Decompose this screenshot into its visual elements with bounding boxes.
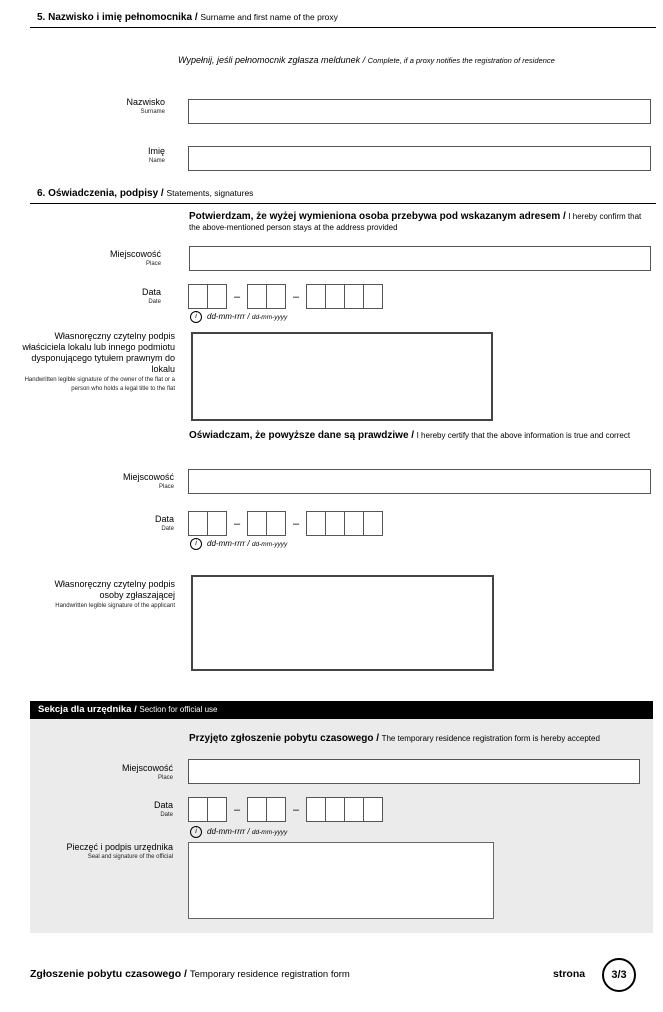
place-2-label-pl: Miejscowość	[122, 472, 174, 482]
place-2-input[interactable]	[188, 469, 651, 494]
place-1-label-en: Place	[145, 261, 161, 267]
place-3-label-en: Place	[157, 775, 173, 781]
date-1-year-4[interactable]	[363, 284, 383, 309]
place-1-input[interactable]	[189, 246, 651, 271]
date-2-year-2[interactable]	[325, 511, 344, 536]
date-3-month-1[interactable]	[247, 797, 266, 822]
date-1-year-2[interactable]	[325, 284, 344, 309]
date-3-separator-2: –	[292, 803, 300, 816]
proxy-name-label-pl: Imię	[147, 146, 165, 156]
date-2-field[interactable]	[188, 511, 383, 536]
proxy-note	[178, 55, 608, 66]
applicant-signature-label-en: Handwritten legible signature of the applicant	[55, 603, 175, 609]
page-number-badge	[602, 958, 636, 992]
date-2-month-1[interactable]	[247, 511, 266, 536]
applicant-signature-box[interactable]	[191, 575, 494, 671]
confirm-statement-en: I hereby confirm that the above-mentioned person stays at the address provided	[189, 212, 642, 232]
section-5-title-pl: 5. Nazwisko i imię pełnomocnika /	[37, 12, 198, 23]
confirm-statement	[189, 211, 649, 233]
place-2-label-en: Place	[158, 484, 174, 490]
section-6-rule	[30, 203, 656, 204]
place-1-label-pl: Miejscowość	[109, 249, 161, 259]
proxy-name-label	[60, 146, 165, 166]
date-1-separator-1: –	[233, 290, 241, 303]
owner-signature-label-en: Handwritten legible signature of the owner of the flat or a person who holds a legal title to the flat	[24, 377, 175, 392]
accepted-statement	[189, 733, 644, 744]
date-2-year-3[interactable]	[344, 511, 363, 536]
date-3-field[interactable]	[188, 797, 383, 822]
date-1-field[interactable]	[188, 284, 383, 309]
owner-signature-label	[20, 331, 175, 394]
footer-page-label: strona	[553, 968, 586, 980]
official-seal-box[interactable]	[188, 842, 494, 919]
date-1-month-2[interactable]	[266, 284, 286, 309]
official-seal-label-en: Seal and signature of the official	[87, 854, 173, 860]
date-2-month-2[interactable]	[266, 511, 286, 536]
info-icon: i	[190, 538, 202, 550]
date-1-hint-en: dd-mm-yyyy	[251, 314, 288, 322]
date-3-year-2[interactable]	[325, 797, 344, 822]
proxy-surname-label-en: Surname	[140, 109, 165, 115]
official-section-header	[30, 701, 653, 719]
date-3-year-4[interactable]	[363, 797, 383, 822]
section-6-title-en: Statements, signatures	[166, 188, 254, 198]
date-3-year-3[interactable]	[344, 797, 363, 822]
date-1-label-en: Date	[148, 299, 161, 305]
date-1-year-1[interactable]	[306, 284, 325, 309]
confirm-statement-pl: Potwierdzam, że wyżej wymieniona osoba przebywa pod wskazanym adresem /	[189, 211, 566, 222]
date-3-year-1[interactable]	[306, 797, 325, 822]
date-3-label-pl: Data	[153, 800, 173, 810]
date-1-month-1[interactable]	[247, 284, 266, 309]
official-section-title-en: Section for official use	[139, 705, 218, 714]
date-3-day-2[interactable]	[207, 797, 227, 822]
date-3-hint-en: dd-mm-yyyy	[251, 829, 288, 837]
accepted-statement-en: The temporary residence registration form is hereby accepted	[381, 734, 600, 743]
footer-form-title-pl: Zgłoszenie pobytu czasowego /	[30, 968, 187, 980]
date-3-separator-1: –	[233, 803, 241, 816]
official-section-title-pl: Sekcja dla urzędnika /	[38, 704, 137, 715]
section-6-title	[37, 188, 253, 199]
proxy-surname-label-pl: Nazwisko	[126, 97, 165, 107]
page-number: 3/3	[611, 969, 627, 981]
certify-statement-en: I hereby certify that the above information is true and correct	[416, 431, 631, 440]
place-3-label-pl: Miejscowość	[121, 763, 173, 773]
proxy-note-en: Complete, if a proxy notifies the registration of residence	[367, 56, 555, 65]
owner-signature-label-pl: Własnoręczny czytelny podpis właściciela lokalu lub innego podmiotu dysponującego tytułem prawnym do lokalu	[22, 331, 175, 374]
official-seal-label	[40, 842, 173, 862]
proxy-note-pl: Wypełnij, jeśli pełnomocnik zgłasza meldunek /	[178, 55, 366, 65]
official-seal-label-pl: Pieczęć i podpis urzędnika	[66, 842, 173, 852]
proxy-name-input[interactable]	[188, 146, 651, 171]
footer-form-title-en: Temporary residence registration form	[189, 969, 350, 980]
date-2-year-1[interactable]	[306, 511, 325, 536]
date-2-year-4[interactable]	[363, 511, 383, 536]
section-6-title-pl: 6. Oświadczenia, podpisy /	[37, 188, 164, 199]
info-icon: i	[190, 826, 202, 838]
date-3-hint-pl: dd-mm-rrrr /	[207, 827, 250, 837]
date-1-hint	[190, 311, 287, 323]
proxy-name-label-en: Name	[148, 158, 165, 164]
place-3-input[interactable]	[188, 759, 640, 784]
date-2-day-2[interactable]	[207, 511, 227, 536]
date-3-month-2[interactable]	[266, 797, 286, 822]
section-5-title-en: Surname and first name of the proxy	[200, 12, 338, 22]
date-3-label	[60, 800, 173, 820]
date-1-day-1[interactable]	[188, 284, 207, 309]
footer-form-title	[30, 968, 350, 980]
date-2-day-1[interactable]	[188, 511, 207, 536]
section-5-rule	[30, 27, 656, 28]
date-2-label-en: Date	[161, 526, 174, 532]
info-icon: i	[190, 311, 202, 323]
certify-statement-pl: Oświadczam, że powyższe dane są prawdziwe /	[189, 430, 415, 441]
date-2-hint	[190, 538, 287, 550]
date-2-hint-en: dd-mm-yyyy	[251, 541, 288, 549]
place-3-label	[60, 763, 173, 783]
owner-signature-box[interactable]	[191, 332, 493, 421]
proxy-surname-input[interactable]	[188, 99, 651, 124]
date-1-hint-pl: dd-mm-rrrr /	[207, 312, 250, 322]
date-2-hint-pl: dd-mm-rrrr /	[207, 539, 250, 549]
section-5-title	[37, 12, 338, 23]
date-2-label	[60, 514, 174, 534]
date-3-label-en: Date	[160, 812, 173, 818]
date-1-day-2[interactable]	[207, 284, 227, 309]
applicant-signature-label-pl: Własnoręczny czytelny podpis osoby zgłaszającej	[54, 579, 175, 600]
date-3-hint	[190, 826, 287, 838]
date-1-year-3[interactable]	[344, 284, 363, 309]
accepted-statement-pl: Przyjęto zgłoszenie pobytu czasowego /	[189, 733, 380, 744]
date-2-separator-2: –	[292, 517, 300, 530]
date-3-day-1[interactable]	[188, 797, 207, 822]
date-2-separator-1: –	[233, 517, 241, 530]
proxy-surname-label	[60, 97, 165, 117]
date-1-label	[60, 287, 161, 307]
place-2-label	[60, 472, 174, 492]
applicant-signature-label	[30, 579, 175, 611]
date-2-label-pl: Data	[154, 514, 174, 524]
date-1-label-pl: Data	[141, 287, 161, 297]
certify-statement	[189, 430, 639, 441]
date-1-separator-2: –	[292, 290, 300, 303]
place-1-label	[60, 249, 161, 269]
